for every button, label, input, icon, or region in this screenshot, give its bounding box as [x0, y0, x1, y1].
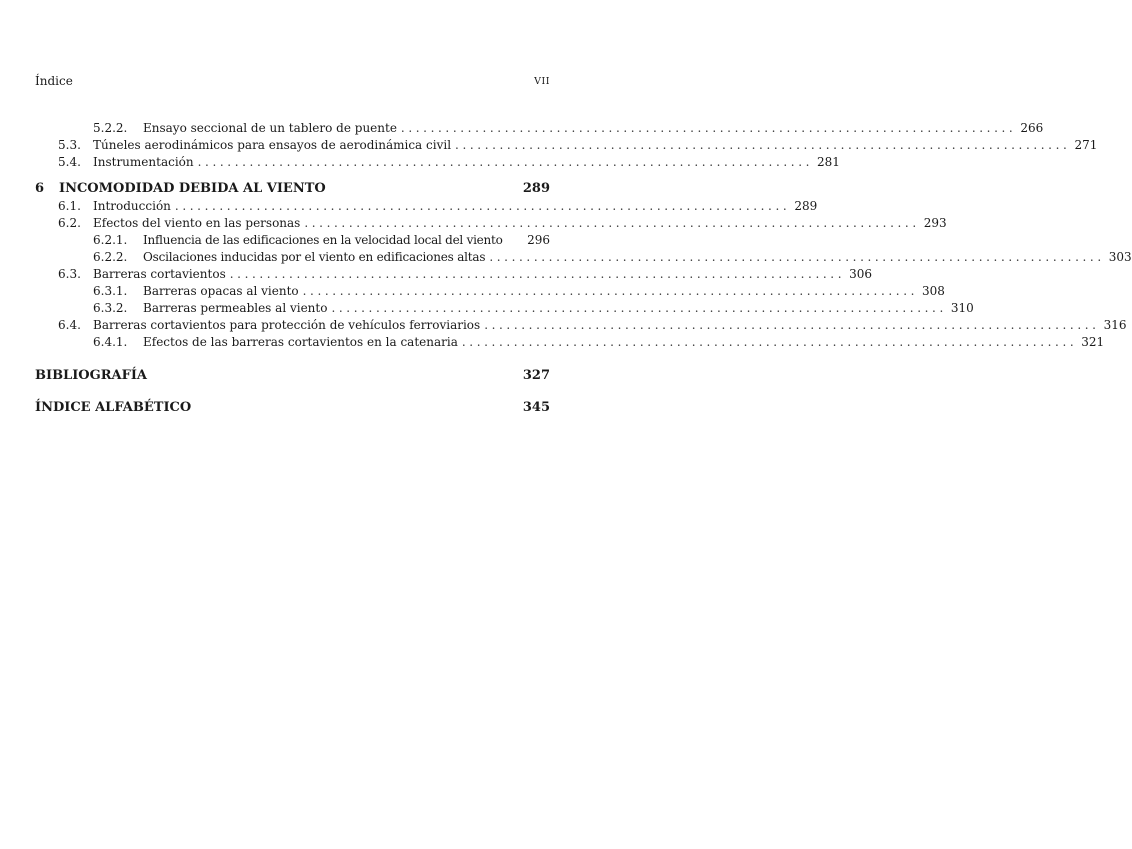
- header-section-title: Índice: [35, 74, 73, 88]
- toc-index-entry[interactable]: [35, 399, 550, 417]
- dot-leader: ...................................................................................: [455, 138, 1071, 152]
- dot-leader: ...................................................................................: [174, 199, 791, 213]
- toc-entry-title: Barreras cortavientos: [93, 267, 226, 281]
- toc-entry-page: 281: [817, 155, 840, 169]
- toc-entry-page: 316: [1103, 318, 1127, 332]
- dot-leader: ...................................................................................: [484, 318, 1100, 332]
- header-page-number: VII: [534, 76, 550, 87]
- toc-entry-page: 310: [950, 301, 974, 315]
- toc-entry-number: 6.3.2.: [93, 301, 128, 315]
- toc-entry[interactable]: [35, 198, 818, 215]
- toc-entry[interactable]: [35, 283, 945, 300]
- toc-entry-number: 6.2.1.: [93, 233, 128, 247]
- toc-entry-number: 6.3.: [58, 267, 81, 281]
- toc-entry[interactable]: [35, 154, 840, 171]
- toc-bibliography-page: 327: [522, 368, 550, 383]
- toc-entry-title: Barreras cortavientos para protección de vehículos ferroviarios: [93, 318, 481, 332]
- toc-entry-page: 306: [849, 267, 873, 281]
- toc-entry[interactable]: [35, 300, 974, 317]
- toc-index-title: ÍNDICE ALFABÉTICO: [35, 400, 192, 415]
- dot-leader: ...................................................................................: [304, 216, 920, 230]
- toc-entry-page: 271: [1074, 138, 1098, 152]
- toc-bibliography-title: BIBLIOGRAFÍA: [35, 368, 147, 383]
- toc-entry-number: 6.4.1.: [93, 335, 128, 349]
- toc-entry-number: 6.1.: [58, 199, 81, 213]
- toc-entry-number: 6.2.: [58, 216, 81, 230]
- toc-entry[interactable]: [35, 249, 1132, 266]
- dot-leader: ...................................................................................: [461, 335, 1078, 349]
- dot-leader: ...................................................................................: [302, 284, 919, 298]
- toc-chapter-title: INCOMODIDAD DEBIDA AL VIENTO: [59, 181, 326, 196]
- dot-leader: ...................................................................................: [229, 267, 846, 281]
- toc-entry-number: 5.4.: [58, 155, 81, 169]
- toc-entry-title: Efectos de las barreras cortavientos en la catenaria: [143, 335, 458, 349]
- toc-chapter-number: 6: [35, 181, 45, 196]
- dot-leader: ...................................................................................: [331, 301, 947, 315]
- toc-entry[interactable]: [35, 317, 1127, 334]
- toc-entry-number: 6.4.: [58, 318, 81, 332]
- toc-entry-page: 321: [1081, 335, 1105, 349]
- toc-entry-page: 296: [527, 233, 550, 247]
- dot-leader: ...................................................................................: [197, 155, 814, 169]
- toc-entry-title: Introducción: [93, 199, 171, 213]
- toc-entry-title: Efectos del viento en las personas: [93, 216, 301, 230]
- toc-entry[interactable]: [35, 215, 947, 232]
- toc-entry-title: Oscilaciones inducidas por el viento en edificaciones altas: [143, 250, 486, 264]
- table-of-contents: [35, 120, 1132, 417]
- toc-chapter-page: 289: [522, 181, 550, 196]
- toc-entry-page: 289: [794, 199, 818, 213]
- toc-bibliography-entry[interactable]: [35, 367, 550, 385]
- dot-leader: ...................................................................................: [489, 250, 1105, 264]
- toc-entry-page: 303: [1108, 250, 1132, 264]
- toc-entry-title: Barreras permeables al viento: [143, 301, 328, 315]
- toc-entry-page: 266: [1020, 121, 1044, 135]
- toc-entry-number: 6.3.1.: [93, 284, 128, 298]
- toc-entry-number: 5.2.2.: [93, 121, 128, 135]
- toc-entry-title: Instrumentación: [93, 155, 194, 169]
- toc-chapter-entry[interactable]: [35, 180, 550, 198]
- dot-leader: ...................................................................................: [400, 121, 1017, 135]
- toc-entry-number: 5.3.: [58, 138, 81, 152]
- toc-entry-page: 308: [922, 284, 945, 298]
- toc-entry[interactable]: [35, 334, 1105, 351]
- toc-entry-page: 293: [923, 216, 947, 230]
- toc-entry[interactable]: [35, 232, 550, 249]
- toc-entry-title: Influencia de las edificaciones en la velocidad local del viento: [143, 233, 503, 247]
- toc-entry[interactable]: [35, 266, 873, 283]
- toc-entry-number: 6.2.2.: [93, 250, 128, 264]
- toc-index-page: 345: [522, 400, 550, 415]
- toc-entry[interactable]: [35, 120, 1044, 137]
- toc-entry[interactable]: [35, 137, 1098, 154]
- toc-entry-title: Barreras opacas al viento: [143, 284, 299, 298]
- running-header: [35, 74, 550, 88]
- toc-entry-title: Túneles aerodinámicos para ensayos de aerodinámica civil: [93, 138, 452, 152]
- toc-entry-title: Ensayo seccional de un tablero de puente: [143, 121, 397, 135]
